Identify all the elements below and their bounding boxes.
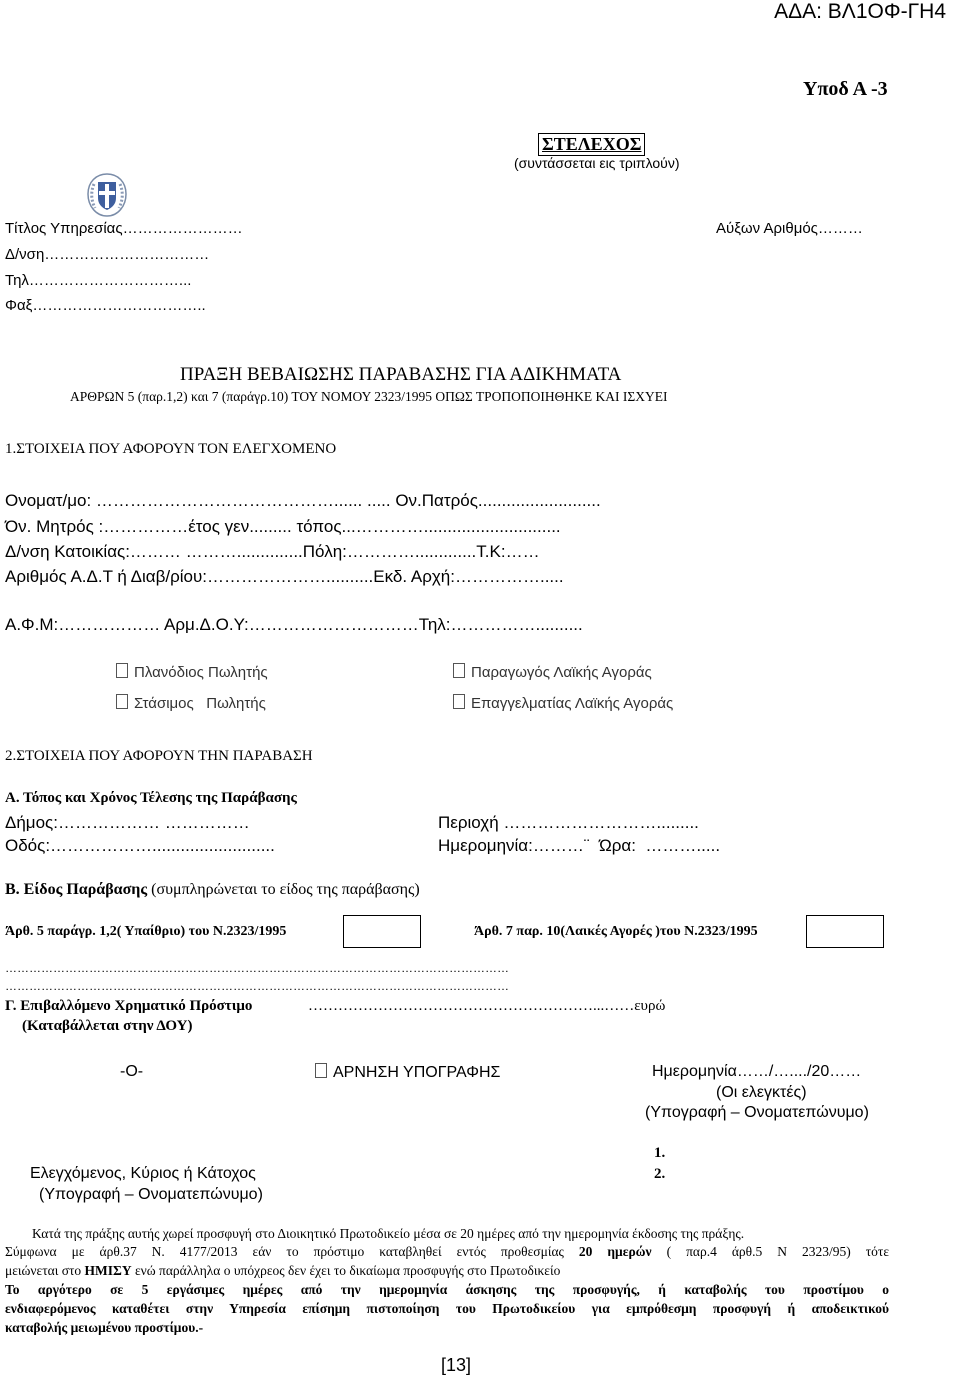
article7-label: Άρθ. 7 παρ. 10(Λαικές Αγορές )του Ν.2323/1995 xyxy=(474,924,758,939)
fine-heading: Γ. Επιβαλλόμενο Χρηματικό Πρόστιμο xyxy=(5,998,253,1014)
option-label: Παραγωγός Λαϊκής Αγοράς xyxy=(471,664,652,681)
main-title: ΠΡΑΞΗ ΒΕΒΑΙΩΣΗΣ ΠΑΡΑΒΑΣΗΣ ΓΙΑ ΑΔΙΚΗΜΑΤΑ xyxy=(180,364,622,385)
checkbox-icon xyxy=(116,663,128,678)
footer-payment-text: καταβολής μειωμένου προστίμου.- xyxy=(5,1320,204,1335)
footer-discount-a: Σύμφωνα με άρθ.37 Ν. 4177/2013 εάν το πρόστιμο καταβληθεί εντός προθεσμίας xyxy=(5,1244,579,1259)
option-professional-market[interactable] xyxy=(453,694,673,712)
footer-half-a: μειώνεται στο xyxy=(5,1263,85,1278)
field-date-time: Ημερομηνία:………¨ Ώρα: ………..... xyxy=(438,836,721,855)
option-stationary-seller[interactable] xyxy=(116,694,266,712)
field-mother: Όν. Μητρός :……………έτος γεν......... τόπος...…………............................. xyxy=(5,517,561,536)
option-itinerant-seller[interactable] xyxy=(116,663,268,681)
checkbox-icon xyxy=(315,1063,327,1078)
inspected-label: Ελεγχόμενος, Κύριος ή Κάτοχος xyxy=(30,1165,256,1182)
section2-heading: 2.ΣΤΟΙΧΕΙΑ ΠΟΥ ΑΦΟΡΟΥΝ ΤΗΝ ΠΑΡΑΒΑΣΗ xyxy=(5,748,313,764)
checkbox-icon xyxy=(116,694,128,709)
inspectors-label: (Οι ελεγκτές) xyxy=(716,1084,807,1101)
footer-half-c: ενώ παράλληλα ο υπόχρεος δεν έχει το δικαίωμα προσφυγής στο Πρωτοδικείο xyxy=(131,1263,561,1278)
field-municipality: Δήμος:……………… …………… xyxy=(5,813,250,832)
o-mark: -Ο- xyxy=(120,1063,144,1080)
checkbox-icon xyxy=(453,663,465,678)
footer-discount-text xyxy=(5,1244,889,1260)
footer-certificate-text: ενδιαφερόμενος καταθέτει στην Υπηρεσία επίσημη πιστοποίηση του Πρωτοδικείου για εμπρόθεσμη προσφυγή ή αποδεικτικού xyxy=(5,1301,889,1316)
violation-type-note: (συμπληρώνεται το είδος της παράβασης) xyxy=(147,881,420,898)
field-name: Ονοματ/μο: ……………………………………...... ..... Ον.Πατρός.......................... xyxy=(5,491,601,510)
violation-dots-line-2: ……………………………………………………………………………………………………………… xyxy=(5,979,509,993)
footer-discount-c: ( παρ.4 άρθ.5 Ν 2323/95) τότε xyxy=(651,1244,889,1259)
field-afm: Α.Φ.Μ:……………… Αρμ.Δ.Ο.Υ:…………………………Τηλ:…………….......... xyxy=(5,615,583,634)
field-residence: Δ/νση Κατοικίας:……… ………..............Πόλη:………….............Τ.Κ:…… xyxy=(5,542,540,561)
ypod-label: Υποδ Α -3 xyxy=(803,78,888,100)
option-label: Πλανόδιος Πωλητής xyxy=(134,664,268,681)
serial-number-field: Αύξων Αριθμός……… xyxy=(716,220,863,237)
stelexos-title: ΣΤΕΛΕΧΟΣ xyxy=(538,133,645,156)
inspector-number-1: 1. xyxy=(654,1145,666,1161)
signature-date: Ημερομηνία……/…..../20…… xyxy=(652,1063,862,1080)
service-fax-field: Φαξ…………………………….. xyxy=(5,297,206,314)
option-label: Στάσιμος Πωλητής xyxy=(134,695,266,712)
service-address-field: Δ/νση…………………………… xyxy=(5,246,210,263)
refusal-label: ΑΡΝΗΣΗ ΥΠΟΓΡΑΦΗΣ xyxy=(333,1064,501,1081)
inspected-signature-label: (Υπογραφή – Ονοματεπώνυμο) xyxy=(39,1186,263,1203)
ada-code: ΑΔΑ: ΒΛ1ΟΦ-ΓΗ4 xyxy=(774,0,946,23)
footer-deadline-text: Το αργότερο σε 5 εργάσιμες ημέρες από την ημερομηνία άσκησης της προσφυγής, ή καταβολής του προστίμου ο xyxy=(5,1282,889,1297)
article5-checkbox[interactable] xyxy=(343,915,421,948)
refusal-option[interactable] xyxy=(315,1063,500,1082)
checkbox-icon xyxy=(453,694,465,709)
fine-amount-field: …………………………………………………...……ευρώ xyxy=(308,998,666,1014)
field-street: Οδός:……………….......................... xyxy=(5,836,275,855)
violation-type-label: Β. Είδος Παράβασης xyxy=(5,881,148,898)
violation-type-heading xyxy=(5,881,420,899)
inspector-number-2: 2. xyxy=(654,1166,666,1182)
greek-emblem-icon xyxy=(82,170,132,220)
section1-heading: 1.ΣΤΟΙΧΕΙΑ ΠΟΥ ΑΦΟΡΟΥΝ ΤΟΝ ΕΛΕΓΧΟΜΕΝΟ xyxy=(5,441,337,457)
service-phone-field: Τηλ…………………………... xyxy=(5,272,192,289)
article7-checkbox[interactable] xyxy=(806,915,884,948)
fine-note: (Καταβάλλεται στην ΔΟΥ) xyxy=(22,1018,193,1034)
footer-appeal-text: Κατά της πράξης αυτής χωρεί προσφυγή στο Διοικητικό Πρωτοδικείο μέσα σε 20 ημέρες από την ημερομηνία έκδοσης της πράξης. xyxy=(32,1226,745,1241)
footer-half-text xyxy=(5,1263,560,1279)
violation-dots-line-1: ……………………………………………………………………………………………………………… xyxy=(5,961,509,975)
service-title-field: Τίτλος Υπηρεσίας…………………… xyxy=(5,220,243,237)
footer-half-word: ΗΜΙΣΥ xyxy=(84,1263,132,1278)
option-label: Επαγγελματίας Λαϊκής Αγοράς xyxy=(471,695,674,712)
option-producer-market[interactable] xyxy=(453,663,652,681)
stelexos-note: (συντάσσεται εις τριπλούν) xyxy=(514,155,680,171)
place-time-heading: Α. Τόπος και Χρόνος Τέλεσης της Παράβασης xyxy=(5,790,297,806)
article5-label: Άρθ. 5 παράγρ. 1,2( Υπαίθριο) του Ν.2323/1995 xyxy=(5,924,287,939)
field-id: Αριθμός Α.Δ.Τ ή Διαβ/ρίου:…………………..........Εκδ. Αρχή:……………..... xyxy=(5,567,564,586)
main-subtitle: ΑΡΘΡΩΝ 5 (παρ.1,2) και 7 (παράγρ.10) ΤΟΥ ΝΟΜΟΥ 2323/1995 ΟΠΩΣ ΤΡΟΠΟΠΟΙΗΘΗΚΕ ΚΑΙ ΙΣΧΥΕΙ xyxy=(70,389,668,404)
inspectors-signature-label: (Υπογραφή – Ονοματεπώνυμο) xyxy=(645,1104,869,1121)
page-number: [13] xyxy=(441,1355,472,1375)
footer-discount-days: 20 ημερών xyxy=(578,1244,652,1259)
field-area: Περιοχή ………………………......... xyxy=(438,813,699,832)
